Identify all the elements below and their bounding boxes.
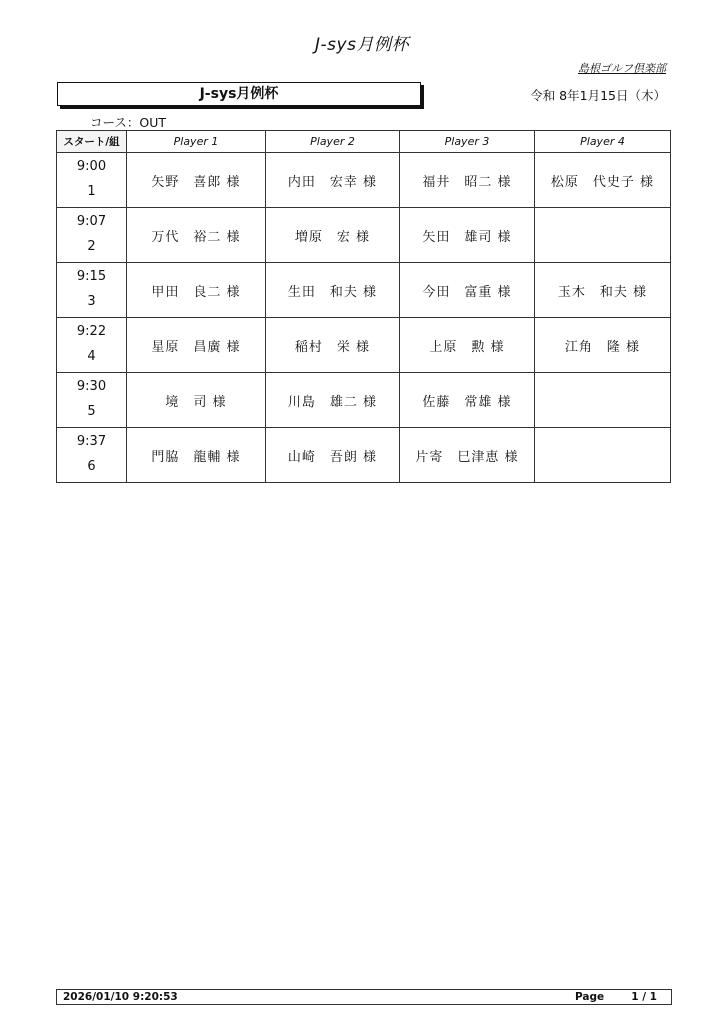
start-group-cell bbox=[57, 373, 127, 428]
player-cell bbox=[400, 373, 535, 428]
event-title-box: J-sys月例杯 bbox=[57, 82, 421, 106]
page-number: 1 / 1 bbox=[631, 991, 657, 1003]
player-name: 門脇 龍輔 様 bbox=[151, 449, 241, 465]
start-group-cell bbox=[57, 428, 127, 483]
start-time: 9:00 bbox=[76, 159, 107, 175]
player-cell bbox=[266, 373, 400, 428]
start-group-cell bbox=[57, 263, 127, 318]
table-row bbox=[57, 263, 671, 318]
player-cell bbox=[400, 263, 535, 318]
player-name: 川島 雄二 様 bbox=[287, 394, 378, 410]
player-name: 片寄 巳津恵 様 bbox=[415, 449, 519, 465]
table-row bbox=[57, 153, 671, 208]
event-date: 令和 8年1月15日（木） bbox=[530, 88, 666, 103]
player-name: 増原 宏 様 bbox=[294, 229, 371, 245]
start-time: 9:15 bbox=[76, 269, 107, 285]
player-cell bbox=[266, 263, 400, 318]
group-number: 2 bbox=[87, 239, 96, 254]
player-cell bbox=[535, 318, 671, 373]
player-cell bbox=[400, 208, 535, 263]
start-group-cell bbox=[57, 208, 127, 263]
player-name: 矢田 雄司 様 bbox=[422, 229, 512, 245]
player-cell bbox=[535, 208, 671, 263]
player-name: 松原 代史子 様 bbox=[550, 174, 655, 190]
player-name: 山崎 吾朗 様 bbox=[287, 449, 378, 465]
player-cell bbox=[127, 208, 266, 263]
player-name: 星原 昌廣 様 bbox=[151, 339, 241, 355]
start-group-cell bbox=[57, 153, 127, 208]
player-cell bbox=[535, 373, 671, 428]
page-label: Page bbox=[575, 991, 605, 1003]
column-header-player2: Player 2 bbox=[266, 131, 400, 153]
player-cell bbox=[400, 153, 535, 208]
player-name: 境 司 様 bbox=[165, 394, 227, 410]
pairings-table bbox=[56, 130, 671, 483]
group-number: 1 bbox=[87, 184, 96, 199]
player-name: 稲村 栄 様 bbox=[294, 339, 371, 355]
player-cell bbox=[400, 318, 535, 373]
player-cell bbox=[127, 263, 266, 318]
player-cell bbox=[266, 153, 400, 208]
print-footer bbox=[56, 989, 672, 1005]
player-name: 生田 和夫 様 bbox=[287, 284, 378, 300]
player-cell bbox=[127, 373, 266, 428]
print-timestamp: 2026/01/10 9:20:53 bbox=[63, 991, 178, 1003]
club-name: 島根ゴルフ倶楽部 bbox=[578, 62, 666, 75]
player-cell bbox=[400, 428, 535, 483]
group-number: 4 bbox=[87, 349, 96, 364]
player-name: 福井 昭二 様 bbox=[422, 174, 512, 190]
column-header-player4: Player 4 bbox=[535, 131, 671, 153]
player-cell bbox=[266, 318, 400, 373]
player-cell bbox=[127, 153, 266, 208]
table-row bbox=[57, 373, 671, 428]
group-number: 3 bbox=[87, 294, 96, 309]
start-time: 9:07 bbox=[76, 214, 107, 230]
table-row bbox=[57, 428, 671, 483]
player-name: 上原 勲 様 bbox=[429, 339, 505, 355]
player-name: 佐藤 常雄 様 bbox=[422, 394, 512, 410]
player-cell bbox=[127, 318, 266, 373]
start-time: 9:30 bbox=[76, 379, 107, 395]
start-group-cell bbox=[57, 318, 127, 373]
player-cell bbox=[535, 153, 671, 208]
column-header-start-group: スタート/組 bbox=[57, 131, 127, 153]
player-name: 内田 宏幸 様 bbox=[287, 174, 378, 190]
player-name: 玉木 和夫 様 bbox=[557, 284, 648, 300]
player-name: 矢野 喜郎 様 bbox=[151, 174, 241, 190]
group-number: 6 bbox=[87, 459, 96, 474]
player-cell bbox=[535, 428, 671, 483]
player-name: 今田 富重 様 bbox=[422, 284, 512, 300]
page-title: J-sys月例杯 bbox=[315, 35, 409, 55]
start-time: 9:37 bbox=[76, 434, 107, 450]
table-header-row bbox=[57, 131, 671, 153]
player-cell bbox=[535, 263, 671, 318]
column-header-player1: Player 1 bbox=[127, 131, 266, 153]
column-header-player3: Player 3 bbox=[400, 131, 535, 153]
player-cell bbox=[266, 428, 400, 483]
group-number: 5 bbox=[87, 404, 96, 419]
player-name: 江角 隆 様 bbox=[564, 339, 641, 355]
start-time: 9:22 bbox=[76, 324, 107, 340]
table-row bbox=[57, 208, 671, 263]
course-label: コース：OUT bbox=[90, 115, 166, 130]
player-name: 甲田 良二 様 bbox=[151, 284, 241, 300]
player-name: 万代 裕二 様 bbox=[151, 229, 241, 245]
table-row bbox=[57, 318, 671, 373]
player-cell bbox=[266, 208, 400, 263]
player-cell bbox=[127, 428, 266, 483]
